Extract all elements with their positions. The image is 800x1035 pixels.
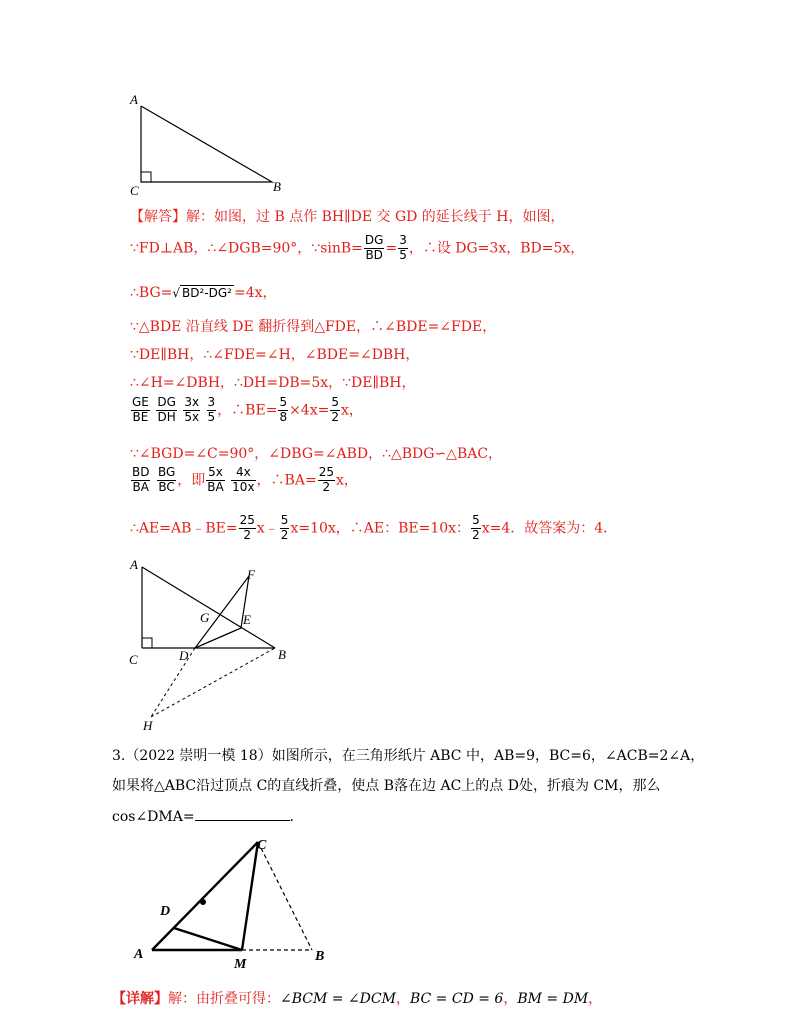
l8-mid: ，即: [177, 472, 206, 489]
frac-25-2: [318, 466, 335, 495]
problem3-cos-expression: cos∠DMA=: [112, 809, 195, 825]
frac-num: 25: [318, 465, 334, 479]
sqrt-radicand: BD²-DG²: [182, 286, 232, 300]
solution-line-3: ∵△BDE 沿直线 DE 翻折得到△FDE，∴∠BDE=∠FDE，: [130, 319, 497, 335]
frac-num: 5: [331, 395, 339, 409]
frac-num: BD: [132, 465, 150, 479]
problem3-line2: 如果将△ABC沿过顶点 C的直线折叠，使点 B落在边 AC上的点 D处，折痕为 CM，那么: [112, 778, 661, 794]
fig2-label-d: D: [179, 648, 189, 663]
fig2-label-b: B: [278, 647, 286, 662]
frac-5-2b: [280, 514, 290, 543]
frac-den: DH: [157, 409, 176, 424]
frac-den: 10x: [232, 479, 255, 494]
l9-mid2: x=10x，∴AE：BE=10x：: [290, 520, 471, 537]
frac-den: BA: [207, 479, 224, 494]
fig2-label-h: H: [143, 718, 153, 733]
solution-line-4: ∵DE∥BH，∴∠FDE=∠H，∠BDE=∠DBH，: [130, 347, 420, 363]
detail-tag: 【详解】: [112, 991, 168, 1007]
fig3-label-c: C: [257, 838, 267, 853]
fig2-label-f: F: [247, 567, 255, 582]
problem3-line3: [112, 806, 304, 826]
frac-3-5: [398, 234, 408, 263]
solution-header: 【解答】解：如图，过 B 点作 BH∥DE 交 GD 的延长线于 H，如图，: [130, 209, 565, 225]
l9-mid: x﹣: [256, 520, 279, 537]
l6-mid2: ×4x=: [289, 402, 330, 419]
frac-num: 3: [399, 233, 407, 247]
fig3-label-a: A: [134, 947, 144, 962]
frac-num: DG: [157, 395, 176, 409]
frac-bd-ba: [131, 466, 150, 495]
l9-tail: x=4．故答案为：4．: [481, 520, 618, 537]
sqrt-expression: √ BD²-DG²: [172, 286, 232, 300]
fig1-label-c: C: [130, 183, 139, 198]
frac-num: BG: [157, 465, 176, 479]
fig3-label-b: B: [315, 949, 325, 964]
fig2-label-c: C: [129, 652, 138, 667]
fig2-label-g: G: [200, 610, 210, 625]
frac-den: 2: [322, 479, 331, 494]
frac-den: 5: [207, 409, 216, 424]
detail-math-angle: ∠BCM = ∠DCM: [280, 991, 396, 1007]
frac-den: BC: [158, 479, 175, 494]
detail-sep-3: ，: [588, 991, 603, 1007]
frac-den: 2: [243, 527, 252, 542]
frac-num: 3: [207, 395, 216, 409]
figure-right-triangle: [125, 92, 295, 197]
l1-text: ∵FD⊥AB，∴∠DGB=90°，∵sinB=: [130, 240, 363, 257]
frac-num: 25: [239, 513, 255, 527]
detail-sep-1: ，: [395, 991, 410, 1007]
figure-triangle-abc-fold: [130, 832, 340, 972]
solution-line-8: [130, 466, 358, 495]
frac-25-2b: [239, 514, 256, 543]
frac-den: BD: [365, 247, 383, 262]
fig1-label-a: A: [130, 92, 138, 107]
frac-5x-ba: [206, 466, 224, 495]
frac-3x-5x: [183, 396, 200, 425]
frac-num: 5: [472, 513, 480, 527]
l6-tail: x，: [340, 402, 363, 419]
frac-den: 2: [331, 409, 339, 424]
frac-num: 5: [279, 395, 288, 409]
detail-math-lengths: BC = CD = 6: [409, 991, 504, 1007]
frac-5-2: [330, 396, 340, 425]
frac-num: 4x: [231, 466, 255, 481]
frac-den: 5: [399, 247, 407, 262]
l9-head: ∴AE=AB﹣BE=: [130, 520, 238, 537]
l8-tail: x，: [335, 472, 358, 489]
frac-dg-bd: [364, 234, 385, 263]
answer-blank[interactable]: [195, 808, 290, 821]
detail-math-bm-dm: BM = DM: [517, 991, 589, 1007]
frac-num: 3x: [184, 395, 200, 409]
figure-fold-construction: [125, 557, 300, 737]
detail-text: 解：由折叠可得：: [168, 991, 280, 1007]
frac-ge-be: [131, 396, 150, 425]
problem3-period: ．: [289, 809, 304, 825]
frac-num: 5x: [208, 465, 223, 479]
frac-4x-10x: [231, 466, 255, 495]
frac-den: BE: [132, 409, 149, 424]
solution-line-2: [130, 282, 277, 302]
fig1-label-b: B: [273, 179, 281, 194]
solution-line-5: ∴∠H=∠DBH，∴DH=DB=5x，∵DE∥BH，: [130, 375, 416, 391]
l8-mid2: ，∴BA=: [256, 472, 317, 489]
solution-line-9: [130, 514, 617, 543]
frac-den: 2: [472, 527, 480, 542]
l6-mid: ，∴BE=: [217, 402, 278, 419]
l1-tail: ，∴设 DG=3x，BD=5x，: [408, 240, 585, 257]
frac-den: 5x: [184, 409, 200, 424]
fig2-label-e: E: [243, 612, 251, 627]
fig3-label-m: M: [234, 957, 247, 972]
frac-den: BA: [132, 479, 149, 494]
frac-den: 2: [280, 527, 289, 542]
l2-tail: =4x，: [234, 285, 277, 301]
frac-num: 5: [280, 513, 289, 527]
detail-sep-2: ，: [503, 991, 518, 1007]
frac-num: GE: [132, 395, 149, 409]
frac-5-2c: [471, 514, 481, 543]
solution-line-6: [130, 396, 363, 425]
frac-num: DG: [364, 233, 384, 247]
frac-3-5b: [207, 396, 217, 425]
frac-5-8: [278, 396, 288, 425]
problem3-line1: 3.（2022 崇明一模 18）如图所示，在三角形纸片 ABC 中，AB=9，BC=6，∠ACB=2∠A，: [112, 748, 705, 764]
l1-eq: =: [385, 240, 398, 257]
frac-bg-bc: [157, 466, 176, 495]
l2-head: ∴BG=: [130, 285, 173, 301]
fig3-label-d: D: [160, 904, 171, 919]
solution-line-1: [130, 234, 584, 263]
solution-line-7: ∵∠BGD=∠C=90°，∠DBG=∠ABD，∴△BDG∽△BAC，: [130, 446, 503, 462]
detail-line: [112, 988, 602, 1008]
fig2-label-a: A: [130, 557, 138, 572]
frac-den: 8: [279, 409, 288, 424]
frac-dg-dh: [156, 396, 177, 425]
